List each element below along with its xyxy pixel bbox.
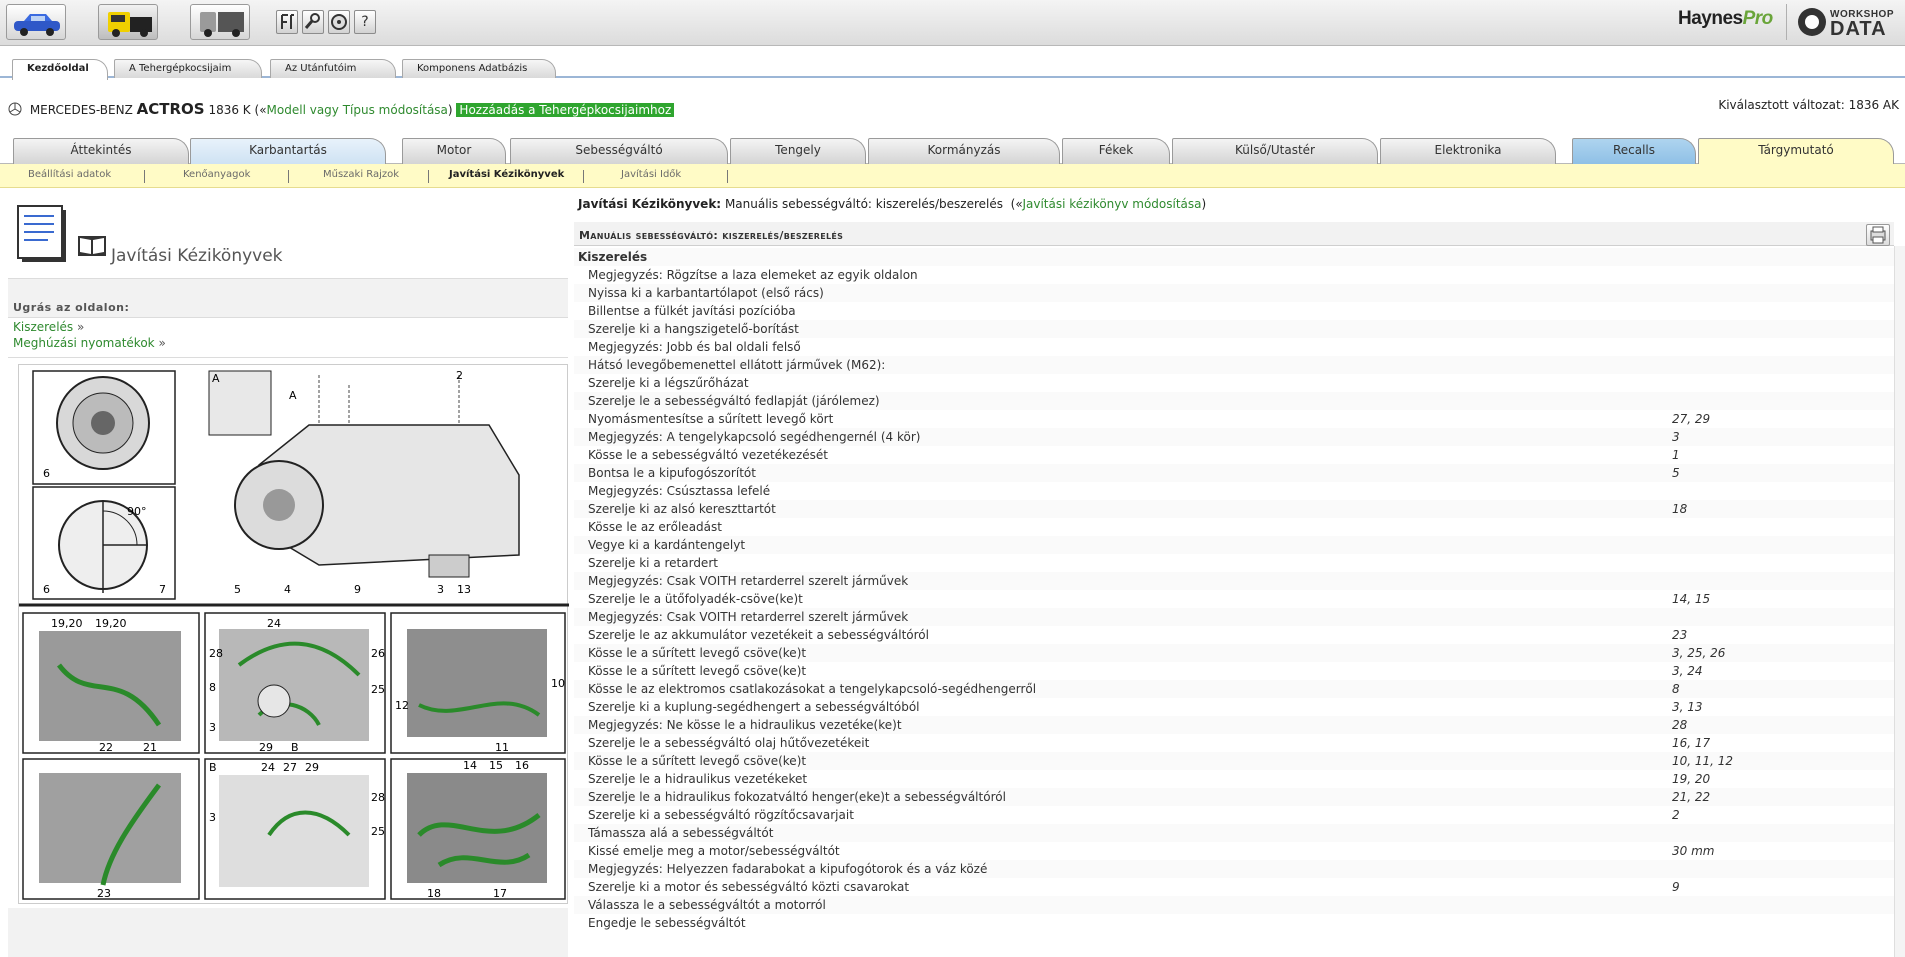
procedure-step-row [574, 320, 1894, 338]
procedure-step-reference [1672, 392, 1894, 410]
tab-axle[interactable]: Tengely [730, 138, 866, 164]
procedure-step-row [574, 446, 1894, 464]
add-to-my-trucks-button[interactable]: Hozzáadás a Tehergépkocsijaimhoz [456, 103, 674, 117]
procedure-step-text: Támassza alá a sebességváltót [574, 824, 1672, 842]
print-button[interactable] [1866, 224, 1890, 246]
wrench-icon [303, 11, 323, 33]
svg-text:29: 29 [305, 761, 319, 774]
procedure-step-text: Nyomásmentesítse a sűrített levegő kört [588, 412, 834, 426]
procedure-step-row [574, 284, 1894, 302]
procedure-step-text: Kösse le a sűrített levegő csöve(ke)t [574, 644, 1672, 662]
procedure-step-reference: 27, 29 [1672, 412, 1711, 426]
subsection-title: Kiszerelés [574, 248, 1894, 266]
procedure-step-row [574, 536, 1894, 554]
procedure-step-reference: 2 [1672, 808, 1680, 822]
procedure-step-reference [1672, 860, 1894, 878]
procedure-step-text: Szerelje ki a kuplung-segédhengert a sebességváltóból [588, 700, 920, 714]
procedure-step-row [574, 662, 1894, 680]
procedure-step-row [574, 518, 1894, 536]
help-button[interactable] [354, 10, 376, 34]
diagram-panel-air-lines-2 [391, 613, 565, 754]
procedure-step-reference: 18 [1672, 500, 1894, 518]
svg-text:10: 10 [551, 677, 565, 690]
trailer-button[interactable] [190, 4, 250, 40]
repair-manual-breadcrumb: Javítási Kézikönyvek: Manuális sebességváltó: kiszerelés/beszerelés («Javítási kézikönyv módosítása) [578, 197, 1207, 211]
mercedes-star-icon [8, 102, 22, 116]
tab-my-trailers[interactable]: Az Utánfutóim [270, 59, 396, 78]
top-toolbar [0, 0, 1905, 46]
procedure-step-reference: 1 [1672, 448, 1680, 462]
procedure-step-reference [1672, 374, 1894, 392]
procedure-step-row [574, 374, 1894, 392]
tab-exterior-interior[interactable]: Külső/Utastér [1172, 138, 1378, 164]
procedure-step-row [574, 356, 1894, 374]
tab-brakes[interactable]: Fékek [1062, 138, 1170, 164]
svg-text:24: 24 [261, 761, 275, 774]
procedure-step-row [574, 770, 1894, 788]
procedure-step-reference [1672, 824, 1894, 842]
procedure-step-text: Megjegyzés: Csak VOITH retarderrel szerelt járművek [574, 608, 1672, 626]
procedure-step-reference: 8 [1672, 680, 1894, 698]
procedure-step-reference [1672, 284, 1894, 302]
procedure-step-reference [1672, 356, 1894, 374]
diagram-panel-oil-cooler-lines [391, 759, 565, 900]
subtab-repair-times[interactable]: Javítási Idők [621, 169, 682, 180]
procedure-steps-table [574, 248, 1894, 932]
diagram-panel-clutch-cylinder [205, 759, 385, 899]
procedure-step-text: Megjegyzés: Ne kösse le a hidraulikus vezetéke(ke)t [574, 716, 1672, 734]
svg-text:8: 8 [209, 681, 216, 694]
procedure-step-text: Szerelje ki a retardert [588, 556, 718, 570]
svg-text:21: 21 [143, 741, 157, 754]
svg-text:2: 2 [456, 369, 463, 382]
car-icon [10, 9, 64, 37]
subtab-divider [583, 170, 584, 183]
procedure-step-text: Bontsa le a kipufogószorítót [574, 464, 1672, 482]
subtab-divider [288, 170, 289, 183]
right-scrollbar[interactable] [1894, 246, 1905, 957]
subtab-divider [727, 170, 728, 183]
procedure-step-row [574, 302, 1894, 320]
procedure-step-reference: 9 [1672, 880, 1680, 894]
procedure-step-row [574, 626, 1894, 644]
tab-transmission[interactable]: Sebességváltó [510, 138, 728, 164]
svg-text:9: 9 [354, 583, 361, 596]
procedure-step-reference [1672, 518, 1894, 536]
procedure-step-reference: 10, 11, 12 [1672, 752, 1894, 770]
svg-text:7: 7 [159, 583, 166, 596]
tab-my-trucks[interactable]: A Tehergépkocsijaim [114, 59, 262, 78]
procedure-step-row [574, 392, 1894, 410]
workshopdata-logo: WORKSHOP DATA [1796, 3, 1900, 41]
subtab-technical-drawings[interactable]: Műszaki Rajzok [323, 169, 400, 180]
procedure-step-reference: 19, 20 [1672, 772, 1711, 786]
svg-text:23: 23 [97, 887, 111, 900]
procedure-step-reference [1672, 482, 1894, 500]
procedure-step-text: Kösse le a sebességváltó vezetékezését [588, 448, 828, 462]
procedure-step-reference: 16, 17 [1672, 736, 1711, 750]
diagram-panel-release [33, 487, 175, 599]
procedure-step-reference [1672, 896, 1894, 914]
svg-text:A: A [212, 372, 220, 385]
cd-button[interactable] [328, 10, 350, 34]
svg-text:26: 26 [371, 647, 385, 660]
svg-text:19,20: 19,20 [95, 617, 127, 630]
procedure-step-reference: 28 [1672, 716, 1894, 734]
open-book-icon [76, 232, 108, 260]
procedure-step-row [574, 842, 1894, 860]
procedure-step-text: Szerelje ki a hangszigetelő-borítást [574, 320, 1672, 338]
left-panel-footer [8, 908, 568, 957]
svg-text:3: 3 [437, 583, 444, 596]
vehicle-variant: 1836 K [208, 103, 251, 117]
diagram-panel-gearbox [209, 369, 555, 599]
procedure-step-row [574, 464, 1894, 482]
svg-text:17: 17 [493, 887, 507, 900]
procedure-step-row [574, 806, 1894, 824]
truck-icon [102, 9, 156, 37]
svg-text:29: 29 [259, 741, 273, 754]
help-icon: ? [361, 14, 369, 30]
procedure-step-row [574, 788, 1894, 806]
procedure-step-reference [1672, 572, 1894, 590]
procedure-step-text: Kösse le az erőleadást [588, 520, 722, 534]
procedure-step-text: Szerelje le a hidraulikus vezetékeket [588, 772, 808, 786]
procedure-step-reference: 5 [1672, 464, 1894, 482]
svg-text:27: 27 [283, 761, 297, 774]
procedure-step-reference: 21, 22 [1672, 788, 1894, 806]
change-model-link[interactable]: Modell vagy Típus módosítása [266, 103, 448, 117]
svg-text:90°: 90° [127, 505, 147, 518]
svg-text:18: 18 [427, 887, 441, 900]
procedure-step-row [574, 680, 1894, 698]
procedure-step-row [574, 698, 1894, 716]
jump-section [8, 278, 568, 318]
svg-text:5: 5 [234, 583, 241, 596]
procedure-step-text: Megjegyzés: Rögzítse a laza elemeket az egyik oldalon [588, 268, 918, 282]
procedure-step-reference [1672, 302, 1894, 320]
procedure-step-row [574, 644, 1894, 662]
procedure-step-text: Szerelje le a ütőfolyadék-csöve(ke)t [588, 592, 803, 606]
svg-text:22: 22 [99, 741, 113, 754]
procedure-step-text: Megjegyzés: Jobb és bal oldali felső [588, 340, 801, 354]
tab-overview[interactable]: Áttekintés [13, 138, 189, 164]
subtab-repair-manuals[interactable]: Javítási Kézikönyvek [449, 169, 565, 180]
diagram-panel-clutch [33, 371, 175, 484]
procedure-step-text: Megjegyzés: Helyezzen fadarabokat a kipufogótorok és a váz közé [574, 860, 1672, 878]
procedure-step-text: Billentse a fülkét javítási pozícióba [588, 304, 796, 318]
left-panel [8, 196, 568, 957]
section-header [574, 222, 1894, 246]
tab-steering[interactable]: Kormányzás [868, 138, 1060, 164]
svg-text:28: 28 [371, 791, 385, 804]
vehicle-header: MERCEDES-BENZ ACTROS 1836 K («Modell vagy Típus módosítása) Hozzáadás a Tehergépkocsijaimhoz [8, 100, 674, 118]
measurement-button[interactable] [276, 10, 298, 34]
svg-text:3: 3 [209, 721, 216, 734]
tab-maintenance[interactable]: Karbantartás [190, 138, 386, 164]
change-repair-manual-link[interactable]: Javítási kézikönyv módosítása [1022, 197, 1202, 211]
procedure-step-row [574, 266, 1894, 284]
print-icon [1867, 225, 1889, 245]
procedure-step-reference [1672, 554, 1894, 572]
procedure-step-row [574, 824, 1894, 842]
svg-text:6: 6 [43, 467, 50, 480]
procedure-step-row [574, 716, 1894, 734]
procedure-step-text: Szerelje le az akkumulátor vezetékeit a sebességváltóról [588, 628, 929, 642]
procedure-step-text: Szerelje le a hidraulikus fokozatváltó henger(eke)t a sebességváltóról [574, 788, 1672, 806]
procedure-step-text: Vegye ki a kardántengelyt [574, 536, 1672, 554]
procedure-step-reference [1672, 266, 1894, 284]
svg-text:19,20: 19,20 [51, 617, 83, 630]
procedure-step-reference: 30 mm [1672, 844, 1715, 858]
svg-text:6: 6 [43, 583, 50, 596]
subtab-divider [144, 170, 145, 183]
procedure-step-row [574, 590, 1894, 608]
category-tabs [0, 136, 1905, 164]
exploded-diagram [18, 364, 568, 904]
diagram-panel-hydraulic-lines [23, 613, 199, 754]
svg-text:15: 15 [489, 759, 503, 772]
procedure-step-text: Válassza le a sebességváltót a motorról [574, 896, 1672, 914]
procedure-step-text: Szerelje ki az alsó kereszttartót [574, 500, 1672, 518]
section-title: Manuális sebességváltó: kiszerelés/beszerelés [579, 229, 844, 242]
svg-text:B: B [209, 761, 217, 774]
procedure-step-row [574, 554, 1894, 572]
procedure-step-text: Nyissa ki a karbantartólapot (első rács) [574, 284, 1672, 302]
procedure-step-text: Szerelje le a sebességváltó fedlapját (járólemez) [574, 392, 1672, 410]
workshopdata-gear-icon [1796, 4, 1828, 40]
procedure-step-row [574, 896, 1894, 914]
truck-button[interactable] [98, 4, 158, 40]
procedure-step-text: Hátsó levegőbemenettel ellátott járművek (M62): [574, 356, 1672, 374]
left-panel-title: Javítási Kézikönyvek [111, 246, 283, 266]
svg-text:4: 4 [284, 583, 291, 596]
brand-divider [1786, 4, 1787, 40]
procedure-step-row [574, 500, 1894, 518]
right-panel [574, 192, 1905, 957]
diagram-panel-battery-cables [23, 759, 199, 900]
procedure-step-text: Kösse le az elektromos csatlakozásokat a tengelykapcsoló-segédhengerről [574, 680, 1672, 698]
procedure-step-row [574, 608, 1894, 626]
procedure-step-text: Szerelje le a sebességváltó olaj hűtővezetékeit [588, 736, 870, 750]
svg-text:11: 11 [495, 741, 509, 754]
svg-text:3: 3 [209, 811, 216, 824]
svg-text:24: 24 [267, 617, 281, 630]
procedure-step-text: Kösse le a sűrített levegő csöve(ke)t [588, 664, 807, 678]
procedure-step-reference [1672, 608, 1894, 626]
procedure-step-text: Megjegyzés: Csak VOITH retarderrel szerelt járművek [574, 572, 1672, 590]
procedure-step-reference: 23 [1672, 628, 1688, 642]
vehicle-make: MERCEDES-BENZ [29, 103, 133, 117]
procedure-step-reference: 3, 25, 26 [1672, 644, 1894, 662]
diagram-panel-air-lines [205, 613, 385, 754]
repair-manual-icon [14, 204, 74, 264]
svg-text:25: 25 [371, 825, 385, 838]
procedure-step-row [574, 482, 1894, 500]
tab-recalls[interactable]: Recalls [1572, 138, 1696, 164]
svg-text:28: 28 [209, 647, 223, 660]
haynespro-logo: HaynesPro [1678, 8, 1773, 29]
subsection-row [574, 248, 1894, 266]
jump-link-torque[interactable]: Meghúzási nyomatékok » [13, 336, 166, 350]
procedure-step-text: Szerelje ki a sebességváltó rögzítőcsavarjait [588, 808, 854, 822]
wrench-button[interactable] [302, 10, 324, 34]
procedure-step-row [574, 428, 1894, 446]
vehicle-model: ACTROS [136, 100, 205, 118]
procedure-step-row [574, 338, 1894, 356]
subtab-lubricants[interactable]: Kenőanyagok [183, 169, 251, 180]
procedure-step-row [574, 734, 1894, 752]
tab-engine[interactable]: Motor [402, 138, 506, 164]
jump-label: Ugrás az oldalon: [13, 301, 130, 314]
main-tabs [0, 56, 1905, 78]
procedure-step-row [574, 914, 1894, 932]
tab-index[interactable]: Tárgymutató [1698, 138, 1894, 164]
diagram-svg [19, 365, 569, 905]
svg-text:16: 16 [515, 759, 529, 772]
procedure-step-reference: 14, 15 [1672, 592, 1711, 606]
procedure-step-row [574, 572, 1894, 590]
svg-text:25: 25 [371, 683, 385, 696]
tab-home[interactable]: Kezdőoldal [12, 59, 108, 80]
jump-link-removal[interactable]: Kiszerelés » [13, 320, 85, 334]
svg-text:B: B [291, 741, 299, 754]
procedure-step-row [574, 860, 1894, 878]
tab-component-database[interactable]: Komponens Adatbázis [402, 59, 556, 78]
subtab-settings-data[interactable]: Beállítási adatok [28, 169, 112, 180]
tab-electronics[interactable]: Elektronika [1380, 138, 1556, 164]
svg-text:12: 12 [395, 699, 409, 712]
procedure-step-text: Megjegyzés: A tengelykapcsoló segédhengernél (4 kör) [574, 428, 1672, 446]
sub-tabs [0, 164, 1905, 188]
procedure-step-row [574, 752, 1894, 770]
cd-icon [329, 11, 349, 33]
trailer-icon [194, 9, 248, 37]
procedure-step-reference: 3 [1672, 428, 1894, 446]
procedure-step-reference: 3, 13 [1672, 700, 1703, 714]
procedure-step-text: Kösse le a sűrített levegő csöve(ke)t [574, 752, 1672, 770]
jump-links [8, 318, 568, 358]
procedure-step-text: Szerelje ki a légszűrőházat [588, 376, 749, 390]
procedure-step-text: Engedje le sebességváltót [588, 916, 746, 930]
procedure-step-row [574, 878, 1894, 896]
procedure-step-text: Megjegyzés: Csúsztassa lefelé [588, 484, 771, 498]
procedure-step-reference [1672, 536, 1894, 554]
svg-text:14: 14 [463, 759, 477, 772]
selected-variant: Kiválasztott változat: 1836 AK [1718, 98, 1899, 112]
procedure-step-reference [1672, 338, 1894, 356]
car-button[interactable] [6, 4, 66, 40]
svg-text:A: A [289, 389, 297, 402]
subtab-divider [428, 170, 429, 183]
procedure-step-text: Szerelje ki a motor és sebességváltó közti csavarokat [588, 880, 910, 894]
procedure-step-row [574, 410, 1894, 428]
procedure-step-text: Kissé emelje meg a motor/sebességváltót [588, 844, 840, 858]
procedure-step-reference: 3, 24 [1672, 664, 1703, 678]
procedure-step-reference [1672, 320, 1894, 338]
measurement-icon [277, 11, 297, 33]
svg-text:13: 13 [457, 583, 471, 596]
procedure-step-reference [1672, 914, 1894, 932]
